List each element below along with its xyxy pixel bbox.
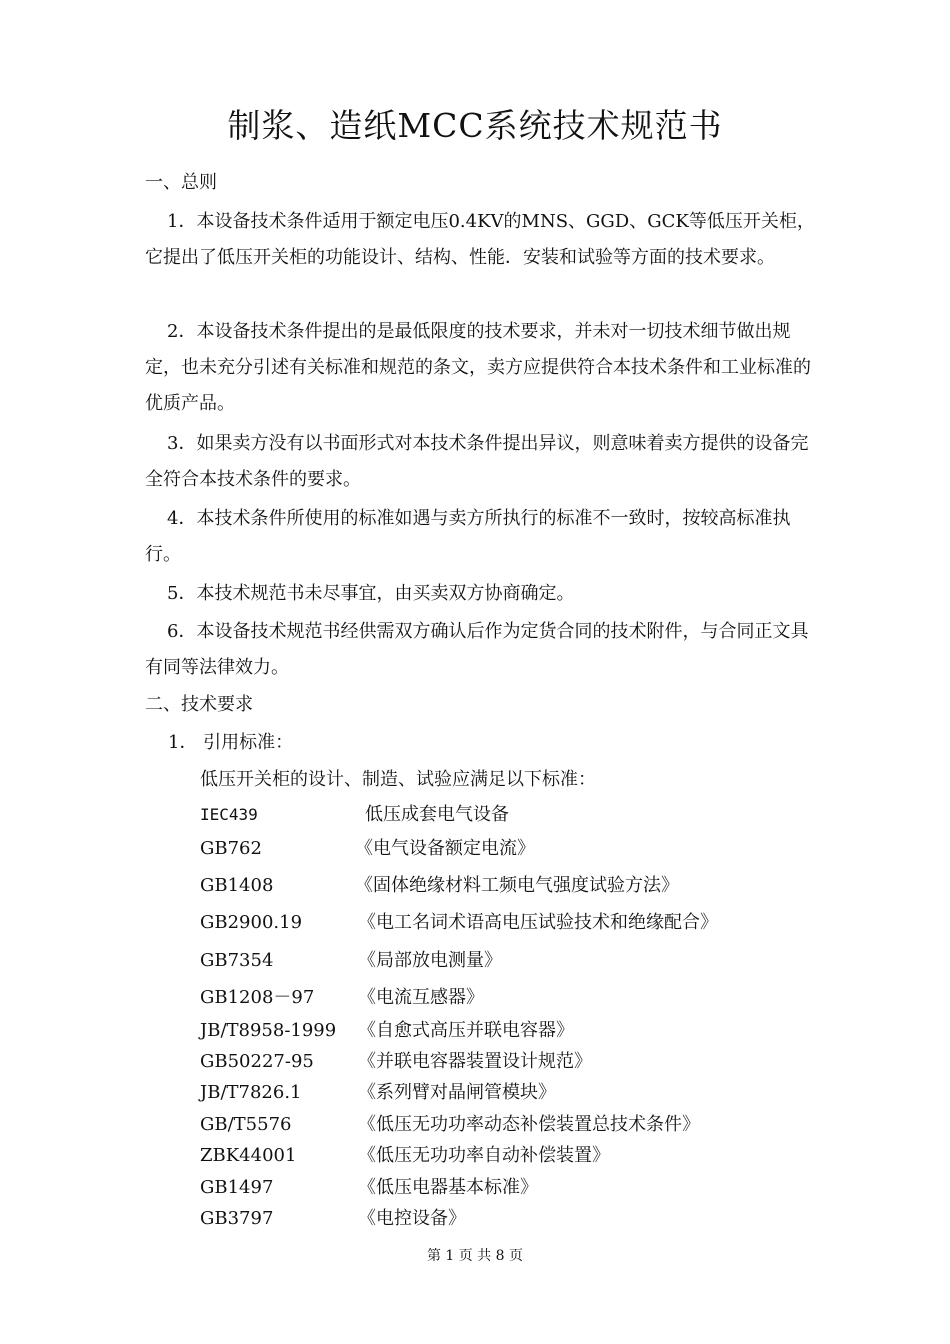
standard-code: GB1208－97 bbox=[200, 987, 315, 1008]
standard-name: 《固体绝缘材料工频电气强度试验方法》 bbox=[355, 875, 679, 896]
standard-code: JB/T7826.1 bbox=[200, 1082, 302, 1103]
document-title: 制浆、造纸MCC系统技术规范书 bbox=[227, 106, 723, 145]
standard-code: ZBK44001 bbox=[200, 1145, 297, 1166]
standard-code: GB1408 bbox=[200, 875, 274, 896]
standard-name: 《电气设备额定电流》 bbox=[355, 838, 535, 859]
standard-code: IEC439 bbox=[200, 805, 258, 824]
standard-code: GB7354 bbox=[200, 950, 274, 971]
paragraph-1: 1．本设备技术条件适用于额定电压0.4KV的MNS、GGD、GCK等低压开关柜，它提出了低压开关柜的功能设计、结构、性能．安装和试验等方面的技术要求。 bbox=[145, 211, 815, 268]
paragraph-3: 3．如果卖方没有以书面形式对本技术条件提出异议，则意味着卖方提供的设备完全符合本技术条件的要求。 bbox=[145, 433, 809, 490]
standard-name: 《系列臂对晶闸管模块》 bbox=[358, 1082, 556, 1103]
standard-code: GB/T5576 bbox=[200, 1114, 292, 1135]
paragraph-2: 2．本设备技术条件提出的是最低限度的技术要求，并未对一切技术细节做出规定，也未充分引述有关标准和规范的条文，卖方应提供符合本技术条件和工业标准的优质产品。 bbox=[145, 321, 811, 414]
standard-name: 《电控设备》 bbox=[358, 1208, 466, 1229]
standard-code: JB/T8958-1999 bbox=[200, 1020, 337, 1041]
standard-code: GB3797 bbox=[200, 1208, 274, 1229]
paragraph-4: 4．本技术条件所使用的标准如遇与卖方所执行的标准不一致时，按较高标准执行。 bbox=[145, 508, 791, 565]
item-label-standards: 1． 引用标准： bbox=[168, 732, 294, 753]
standard-name: 《低压电器基本标准》 bbox=[358, 1177, 538, 1198]
paragraph-6: 6．本设备技术规范书经供需双方确认后作为定货合同的技术附件，与合同正文具有同等法律效力。 bbox=[145, 621, 809, 678]
page-footer: 第 1 页 共 8 页 bbox=[426, 1248, 524, 1264]
paragraph-5: 5．本技术规范书未尽事宜，由买卖双方协商确定。 bbox=[167, 583, 575, 604]
standard-name: 低压成套电气设备 bbox=[365, 804, 509, 825]
standard-code: GB2900.19 bbox=[200, 912, 303, 933]
section-heading-technical: 二、技术要求 bbox=[145, 694, 253, 715]
standards-intro: 低压开关柜的设计、制造、试验应满足以下标准： bbox=[200, 769, 596, 790]
standard-code: GB762 bbox=[200, 838, 262, 859]
section-heading-general: 一、总则 bbox=[145, 172, 217, 193]
standard-name: 《电工名词术语高电压试验技术和绝缘配合》 bbox=[358, 912, 718, 933]
standard-name: 《并联电容器装置设计规范》 bbox=[358, 1051, 592, 1072]
standard-name: 《自愈式高压并联电容器》 bbox=[358, 1020, 574, 1041]
standard-name: 《局部放电测量》 bbox=[358, 950, 502, 971]
standard-code: GB50227-95 bbox=[200, 1051, 314, 1072]
standard-name: 《电流互感器》 bbox=[358, 987, 484, 1008]
standard-name: 《低压无功功率动态补偿装置总技术条件》 bbox=[358, 1114, 700, 1135]
standard-code: GB1497 bbox=[200, 1177, 274, 1198]
standard-name: 《低压无功功率自动补偿装置》 bbox=[358, 1145, 610, 1166]
